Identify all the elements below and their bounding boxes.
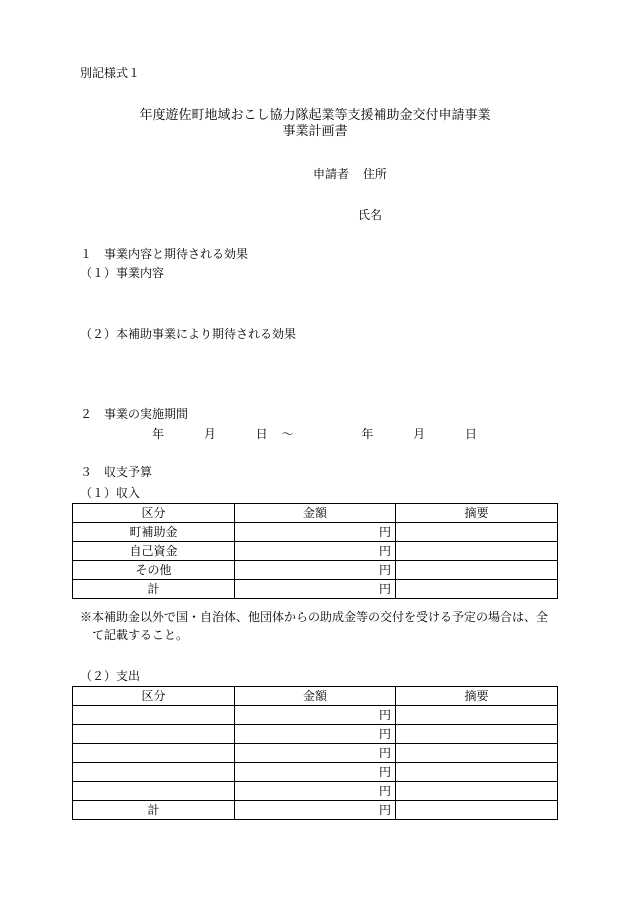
col-category-header: 区分 <box>73 687 235 706</box>
table-row <box>73 561 558 580</box>
expense-amount-cell[interactable]: 円 <box>235 725 396 744</box>
expense-remarks-cell[interactable] <box>396 782 558 801</box>
table-row <box>73 523 558 542</box>
expense-category-cell[interactable] <box>73 706 235 725</box>
col-category-header: 区分 <box>73 504 235 523</box>
form-number: 別記様式１ <box>80 66 141 80</box>
col-amount-header: 金額 <box>235 687 396 706</box>
period-tilde: ～ <box>281 427 294 441</box>
expense-remarks-cell[interactable] <box>396 744 558 763</box>
income-remarks-cell[interactable] <box>396 580 558 599</box>
section3-heading: ３ 収支予算 <box>80 465 153 479</box>
section1-heading: １ 事業内容と期待される効果 <box>80 247 249 261</box>
income-category-cell: 自己資金 <box>73 542 235 561</box>
expense-remarks-cell[interactable] <box>396 801 558 820</box>
period-line <box>152 427 477 442</box>
income-total-label: 計 <box>73 580 235 599</box>
income-note-line1: ※本補助金以外で国・自治体、他団体からの助成金等の交付を受ける予定の場合は、全 <box>80 610 549 624</box>
table-row <box>73 542 558 561</box>
section1-sub1: （１）事業内容 <box>80 266 165 280</box>
document-title: 年度遊佐町地域おこし協力隊起業等支援補助金交付申請事業 <box>139 108 491 123</box>
period-day-start: 日 <box>255 427 268 441</box>
applicant-label: 申請者 <box>313 167 350 181</box>
section2-heading: ２ 事業の実施期間 <box>80 407 189 421</box>
col-remarks-header: 摘要 <box>396 687 558 706</box>
expense-remarks-cell[interactable] <box>396 725 558 744</box>
col-remarks-header: 摘要 <box>396 504 558 523</box>
income-remarks-cell[interactable] <box>396 561 558 580</box>
income-header-row <box>73 504 558 523</box>
expense-remarks-cell[interactable] <box>396 706 558 725</box>
expense-category-cell[interactable] <box>73 744 235 763</box>
expense-table <box>72 686 558 820</box>
section1-sub2: （２）本補助事業により期待される効果 <box>80 327 297 341</box>
expense-heading: （２）支出 <box>80 669 141 683</box>
col-amount-header: 金額 <box>235 504 396 523</box>
expense-total-amount[interactable]: 円 <box>235 801 396 820</box>
table-row <box>73 744 558 763</box>
income-amount-cell[interactable]: 円 <box>235 542 396 561</box>
expense-header-row <box>73 687 558 706</box>
expense-amount-cell[interactable]: 円 <box>235 782 396 801</box>
table-row <box>73 801 558 820</box>
document-subtitle: 事業計画書 <box>282 124 348 139</box>
expense-remarks-cell[interactable] <box>396 763 558 782</box>
name-label: 氏名 <box>358 208 383 222</box>
expense-category-cell[interactable] <box>73 782 235 801</box>
period-month-end: 月 <box>413 427 426 441</box>
income-remarks-cell[interactable] <box>396 523 558 542</box>
table-row <box>73 782 558 801</box>
period-day-end: 日 <box>464 427 477 441</box>
income-remarks-cell[interactable] <box>396 542 558 561</box>
period-year-start: 年 <box>152 427 165 441</box>
address-label: 住所 <box>362 167 387 181</box>
expense-category-cell[interactable] <box>73 725 235 744</box>
income-note-line2: て記載すること。 <box>92 628 189 642</box>
expense-amount-cell[interactable]: 円 <box>235 706 396 725</box>
income-amount-cell[interactable]: 円 <box>235 561 396 580</box>
income-total-amount[interactable]: 円 <box>235 580 396 599</box>
income-category-cell: その他 <box>73 561 235 580</box>
expense-amount-cell[interactable]: 円 <box>235 744 396 763</box>
table-row <box>73 725 558 744</box>
period-year-end: 年 <box>361 427 374 441</box>
expense-total-label: 計 <box>73 801 235 820</box>
expense-category-cell[interactable] <box>73 763 235 782</box>
income-table <box>72 503 558 599</box>
income-category-cell: 町補助金 <box>73 523 235 542</box>
applicant-block <box>313 167 387 182</box>
table-row <box>73 580 558 599</box>
table-row <box>73 706 558 725</box>
income-heading: （１）収入 <box>80 486 141 500</box>
period-month-start: 月 <box>203 427 216 441</box>
expense-amount-cell[interactable]: 円 <box>235 763 396 782</box>
table-row <box>73 763 558 782</box>
income-amount-cell[interactable]: 円 <box>235 523 396 542</box>
